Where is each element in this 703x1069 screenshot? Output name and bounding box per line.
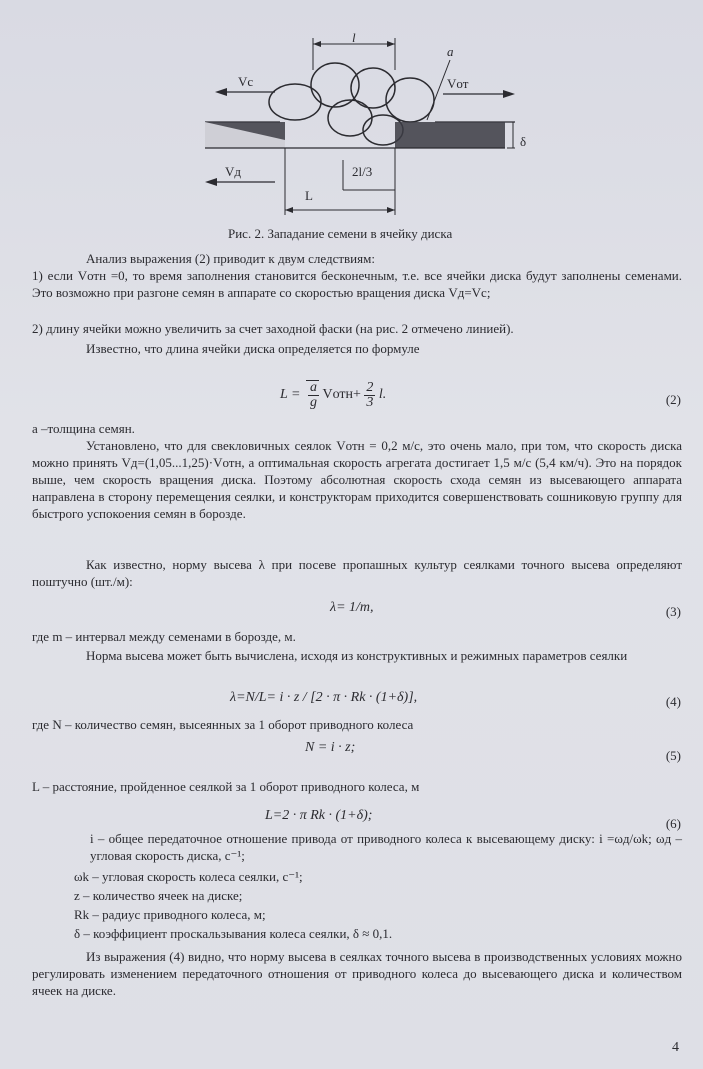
equation-5: N = i · z; [305, 740, 356, 755]
label-vd: Vд [225, 164, 242, 179]
eq2-frac-den: g [309, 395, 317, 410]
eq2-lhs: L = [280, 387, 301, 403]
paragraph-9: Норма высева может быть вычислена, исходя из конструктивных и режимных параметров сеялки [86, 648, 628, 663]
paragraph-11: L – расстояние, пройденное сеялкой за 1 оборот приводного колеса, м [32, 779, 420, 794]
equation-2 [280, 380, 386, 410]
eq2-mid: Vотн+ [322, 387, 361, 403]
paragraph-6: Установлено, что для свекловичных сеялок Vотн = 0,2 м/с, это очень мало, при том, что скорость диска можно принять Vд=(1,05...1,25)·Vотн, а оптимальная скорость агрегата достигает 1,5 м/с (5,4 км/ч). Это на порядок выше, чем скорость вращения диска. Поэтому абсолютная скорость схода семян из высевающего аппарата направлена в сторону перемещения сеялки, и конструкторам приходится совершенствовать сошниковую группу для быстрого успокоения семян в борозде. [32, 438, 682, 521]
label-a: a [447, 44, 454, 59]
label-delta: δ [520, 134, 527, 149]
equation-2-number: (2) [665, 392, 681, 407]
label-vc: Vc [238, 74, 254, 89]
equation-5-number: (5) [665, 748, 681, 763]
equation-6: L=2 · π Rk · (1+δ); [265, 808, 373, 823]
paragraph-16: δ – коэффициент проскальзывания колеса сеялки, δ ≈ 0,1. [74, 926, 393, 941]
paragraph-1: Анализ выражения (2) приводит к двум следствиям: [86, 251, 375, 266]
eq2-frac-num: a [309, 380, 317, 395]
label-l: l [352, 30, 356, 45]
paragraph-14: z – количество ячеек на диске; [74, 888, 243, 903]
eq2-frac2 [364, 381, 375, 410]
paragraph-5: a –толщина семян. [32, 421, 135, 436]
equation-3: λ= 1/m, [330, 600, 374, 615]
paragraph-12: i – общее передаточное отношение привода от приводного колеса к высевающему диску: i =ωд/ωk; ωд – угловая скорость диска, c⁻¹; [90, 831, 682, 863]
paragraph-10: где N – количество семян, высеянных за 1 оборот приводного колеса [32, 717, 414, 732]
figure-caption: Рис. 2. Западание семени в ячейку диска [228, 226, 453, 241]
paragraph-17: Из выражения (4) видно, что норму высева в сеялках точного высева в производственных условиях можно регулировать изменением передаточного отношения от приводного колеса до высевающего диска и количеством ячеек на диске. [32, 949, 682, 998]
equation-6-number: (6) [665, 816, 681, 831]
paragraph-8: где m – интервал между семенами в борозде, м. [32, 629, 296, 644]
eq2-tail: l. [378, 387, 387, 403]
eq2-sqrt [306, 380, 319, 410]
eq2-frac [308, 381, 319, 410]
equation-3-number: (3) [665, 604, 681, 619]
eq2-frac2-num: 2 [366, 379, 374, 395]
equation-4-number: (4) [665, 694, 681, 709]
paragraph-7: Как известно, норму высева λ при посеве пропашных культур сеялками точного высева определяют поштучно (шт./м): [32, 557, 682, 589]
paragraph-2: 1) если Vотн =0, то время заполнения становится бесконечным, т.е. все ячейки диска будут заполнены семенами. Это возможно при разгоне семян в аппарате со скоростью вращения диска Vд=Vс; [32, 268, 682, 300]
label-2l3: 2l/3 [352, 164, 373, 179]
equation-4: λ=N/L= i · z / [2 · π · Rk · (1+δ)], [230, 690, 418, 705]
seed-cell-diagram [195, 30, 535, 230]
paragraph-4: Известно, что длина ячейки диска определяется по формуле [86, 341, 420, 356]
page-number: 4 [672, 1040, 679, 1055]
eq2-frac2-den: 3 [366, 394, 374, 410]
label-L: L [305, 188, 313, 203]
paragraph-3: 2) длину ячейки можно увеличить за счет заходной фаски (на рис. 2 отмечено линией). [32, 321, 514, 336]
paragraph-15: Rk – радиус приводного колеса, м; [74, 907, 266, 922]
paragraph-13: ωk – угловая скорость колеса сеялки, c⁻¹; [74, 869, 303, 884]
label-vot: Vот [447, 76, 469, 91]
